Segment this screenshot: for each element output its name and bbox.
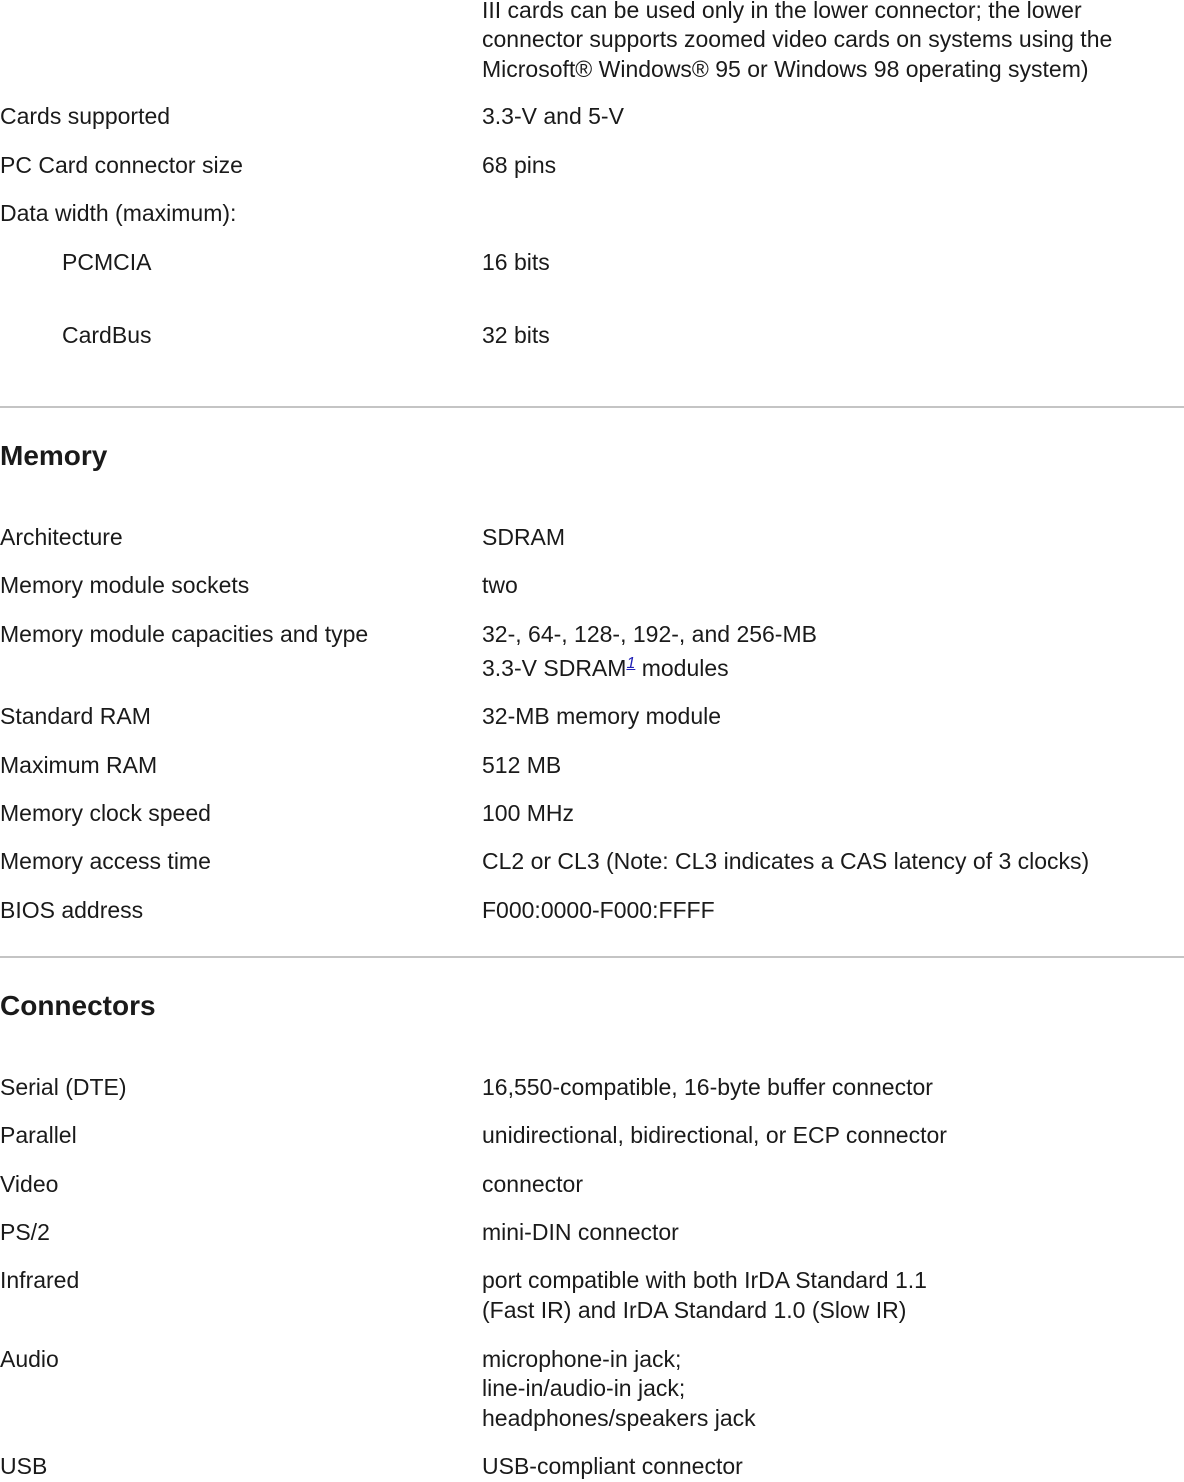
section-title-connectors: Connectors (0, 990, 156, 1021)
spec-label: Serial (DTE) (0, 1074, 127, 1100)
spec-label: Memory access time (0, 848, 211, 874)
spec-label: Video (0, 1171, 59, 1197)
section-divider (0, 956, 1184, 958)
spec-value: 16 bits (482, 249, 550, 275)
spec-sublabel: CardBus (62, 322, 152, 348)
spec-value: port compatible with both IrDA Standard 1.1 (482, 1267, 927, 1293)
spec-value: (Fast IR) and IrDA Standard 1.0 (Slow IR) (482, 1297, 907, 1323)
spec-value: unidirectional, bidirectional, or ECP connector (482, 1122, 947, 1148)
footnote-link[interactable]: 1 (626, 655, 636, 672)
spec-value: 100 MHz (482, 800, 575, 826)
spec-value: mini-DIN connector (482, 1219, 679, 1245)
spec-value: headphones/speakers jack (482, 1405, 756, 1431)
spec-label: Memory module capacities and type (0, 621, 369, 647)
spec-label: Infrared (0, 1267, 80, 1293)
spec-value: connector (482, 1171, 584, 1197)
spec-value: 32-, 64-, 128-, 192-, and 256-MB (482, 621, 817, 647)
spec-value: F000:0000-F000:FFFF (482, 897, 715, 923)
spec-value: 32-MB memory module (482, 703, 722, 729)
spec-value: 3.3-V and 5-V (482, 103, 624, 129)
pc-card-note-line-1: III cards can be used only in the lower connector; the lower (482, 0, 1082, 23)
spec-label: PC Card connector size (0, 152, 243, 178)
spec-label: Cards supported (0, 103, 171, 129)
spec-label: USB (0, 1453, 48, 1479)
spec-label: Maximum RAM (0, 752, 158, 778)
spec-value-text: modules (635, 655, 729, 681)
spec-label: Standard RAM (0, 703, 151, 729)
spec-value (482, 654, 729, 684)
spec-value-text: 3.3-V SDRAM (482, 655, 627, 681)
pc-card-note-line-2: connector supports zoomed video cards on systems using the (482, 26, 1113, 52)
spec-value: SDRAM (482, 524, 566, 550)
spec-label: PS/2 (0, 1219, 50, 1245)
spec-value: USB-compliant connector (482, 1453, 743, 1479)
spec-label: Memory module sockets (0, 572, 250, 598)
spec-label: Parallel (0, 1122, 77, 1148)
spec-value: line-in/audio-in jack; (482, 1375, 686, 1401)
pc-card-note-line-3: Microsoft® Windows® 95 or Windows 98 operating system) (482, 56, 1089, 82)
spec-label: Architecture (0, 524, 123, 550)
spec-value: microphone-in jack; (482, 1346, 682, 1372)
spec-label: Memory clock speed (0, 800, 211, 826)
spec-value: 512 MB (482, 752, 562, 778)
spec-value: 16,550-compatible, 16-byte buffer connector (482, 1074, 933, 1100)
spec-label: BIOS address (0, 897, 144, 923)
spec-value: two (482, 572, 518, 598)
spec-label: Data width (maximum): (0, 200, 237, 226)
spec-sublabel: PCMCIA (62, 249, 152, 275)
spec-value: 32 bits (482, 322, 550, 348)
section-divider (0, 406, 1184, 408)
spec-label: Audio (0, 1346, 59, 1372)
spec-value: CL2 or CL3 (Note: CL3 indicates a CAS latency of 3 clocks) (482, 848, 1090, 874)
section-title-memory: Memory (0, 440, 108, 471)
spec-value: 68 pins (482, 152, 557, 178)
